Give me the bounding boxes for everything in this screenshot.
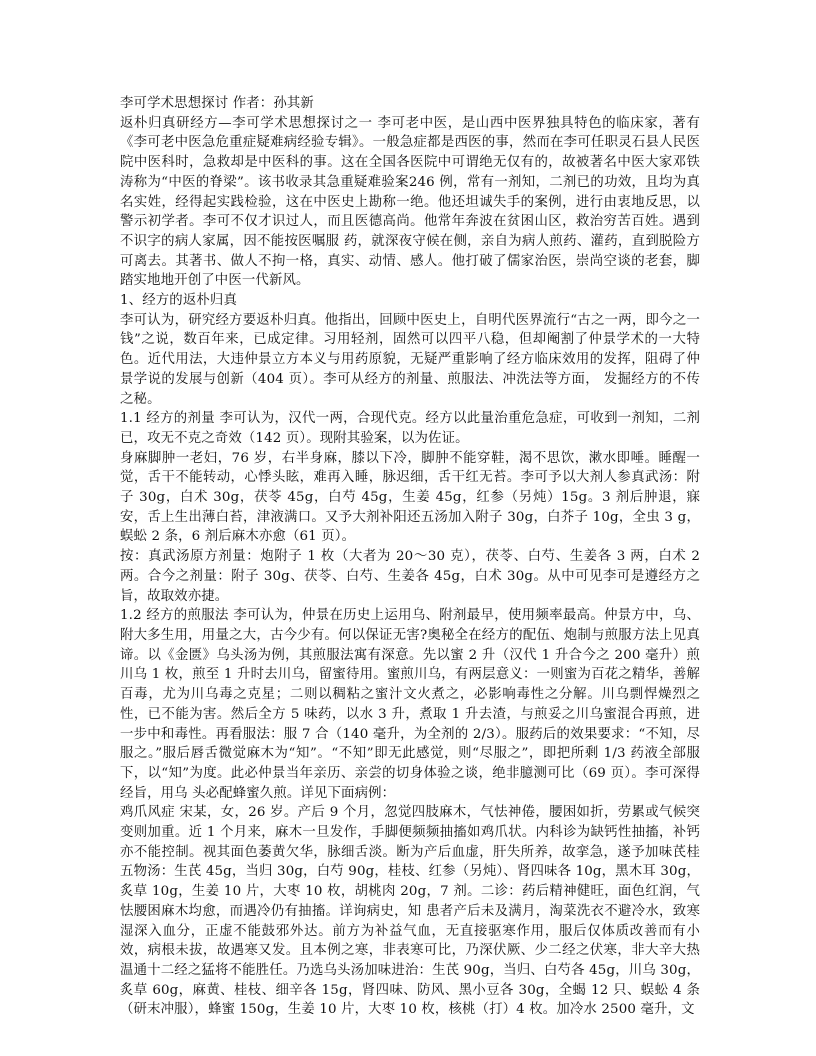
document-page	[120, 94, 700, 1020]
article-title-line: 李可学术思想探讨 作者：孙其新	[120, 96, 314, 111]
subsection-1-2-paragraph: 1.2 经方的煎服法 李可认为，仲景在历史上运用乌、附剂最早，使用频率最高。仲景方中，乌、附大多生用，用量之大，古今少有。何以保证无害?奥秘全在经方的配伍、炮制与煎服方法上见真谛。以《金匮》乌头汤为例，其煎服法寓有深意。先以蜜 2 升（汉代 1 升合今之 200 毫升）煎川乌 1 枚，煎至 1 升时去川乌，留蜜待用。蜜煎川乌，有两层意义：一则蜜为百花之精华，善解百毒，尤为川乌毒之克星；二则以稠粘之蜜汁文火煮之，必影响毒性之分解。川乌剽悍燥烈之性，已不能为害。然后全方 5 味药，以水 3 升，煮取 1 升去渣，与煎妥之川乌蜜混合再煎，进一步中和毒性。再看服法：服 7 合（140 毫升，为全剂的 2/3）。服药后的效果要求：“不知，尽服之。”服后唇舌微觉麻木为“知”。“不知”即无此感觉，则“尽服之”，即把所剩 1/3 药液全部服下，以“知”为度。此必仲景当年亲历、亲尝的切身体验之谈，绝非臆测可比（69 页）。李可深得经旨，用乌 头必配蜂蜜久煎。详见下面病例：	[120, 608, 700, 801]
subsection-1-1-paragraph: 1.1 经方的剂量 李可认为，汉代一两，合现代克。经方以此量治重危急症，可收到一剂知，二剂已，攻无不克之奇效（142 页）。现附其验案，以为佐证。	[120, 411, 700, 446]
section-1-paragraph: 李可认为，研究经方要返朴归真。他指出，回顾中医史上，自明代医界流行“古之一两，即今之一钱”之说，数百年来，已成定律。习用轻剂，固然可以四平八稳，但却阉割了仲景学术的一大特色。近代用法，大违仲景立方本义与用药原貌，无疑严重影响了经方临床效用的发挥，阻碍了仲景学说的发展与创新（404 页）。李可从经方的剂量、煎服法、冲洗法等方面， 发掘经方的不传之秘。	[120, 312, 700, 407]
note-paragraph: 按：真武汤原方剂量：炮附子 1 枚（大者为 20～30 克），茯苓、白芍、生姜各 3 两，白术 2 两。合今之剂量：附子 30g、茯苓、白芍、生姜各 45g，白术 30g。从中可见李可是遵经方之旨，故取效亦捷。	[120, 549, 700, 604]
section-heading-1: 1、经方的返朴归真	[120, 293, 237, 309]
case-paragraph-chicken-claw: 鸡爪风症 宋某，女，26 岁。产后 9 个月，忽觉四肢麻木，气怯神倦，腰困如折，劳累或气候突变则加重。近 1 个月来，麻木一旦发作，手脚便频频抽搐如鸡爪状。内科诊为缺钙性抽搐，补钙亦不能控制。视其面色萎黄欠华，脉细舌淡。断为产后血虚，肝失所养，故挛急，遂予加味芪桂五物汤：生芪 45g，当归 30g，白芍 90g，桂枝、红参（另炖）、肾四味各 10g，黑木耳 30g，炙草 10g，生姜 10 片，大枣 10 枚，胡桃肉 20g，7 剂。二诊：药后精神健旺，面色红润，气怯腰困麻木均愈，而遇冷仍有抽搐。详询病史，知 患者产后未及满月，淘菜洗衣不避冷水，致寒湿深入血分，正虚不能鼓邪外达。前方为补益气血，无直接驱寒作用，服后仅体质改善而有小效，病根未拔，故遇寒又发。且本例之寒，非表寒可比，乃深伏厥、少二经之伏寒，非大辛大热温通十二经之猛将不能胜任。乃选乌头汤加味进治：生芪 90g，当归、白芍各 45g，川乌 30g，炙草 60g，麻黄、桂枝、细辛各 15g，肾四味、防风、黑小豆各 30g，全蝎 12 只、蜈蚣 4 条（研末冲服），蜂蜜 150g，生姜 10 片，大枣 10 枚，核桃（打）4 枚。加冷水 2500 毫升，文	[120, 805, 700, 1018]
intro-paragraph: 返朴归真研经方—李可学术思想探讨之一 李可老中医，是山西中医界独具特色的临床家，著有《李可老中医急危重症疑难病经验专辑》。一般急症都是西医的事，然而在李可任职灵石县人民医院中医科时，急救却是中医科的事。这在全国各医院中可谓绝无仅有的，故被著名中医大家邓铁涛称为“中医的脊梁”。该书收录其急重疑难验案246 例，常有一剂知，二剂已的功效，且均为真名实姓，经得起实践检验，这在中医史上勘称一绝。他还坦诚失手的案例，进行由衷地反思，以警示初学者。李可不仅才识过人，而且医德高尚。他常年奔波在贫困山区，救治穷苦百姓。遇到不识字的病人家属，因不能按医嘱服 药，就深夜守候在侧，亲自为病人煎药、灌药，直到脱险方可离去。其著书、做人不拘一格，真实、动情、感人。他打破了儒家治医，崇尚空谈的老套，脚踏实地地开创了中医一代新风。	[120, 115, 700, 289]
case-paragraph-edema: 身麻脚肿一老妇，76 岁，右半身麻，膝以下冷，脚肿不能穿鞋，渴不思饮，漱水即唾。睡醒一觉，舌干不能转动，心悸头眩，难再入睡，脉迟细，舌干红无苔。李可予以大剂人参真武汤：附子 30g，白术 30g，茯苓 45g，白芍 45g，生姜 45g，红参（另炖）15g。3 剂后肿退，寐安，舌上生出薄白苔，津液满口。又予大剂补阳还五汤加入附子 30g，白芥子 10g，全虫 3 g，蜈蚣 2 条，6 剂后麻木亦愈（61 页）。	[120, 450, 700, 545]
